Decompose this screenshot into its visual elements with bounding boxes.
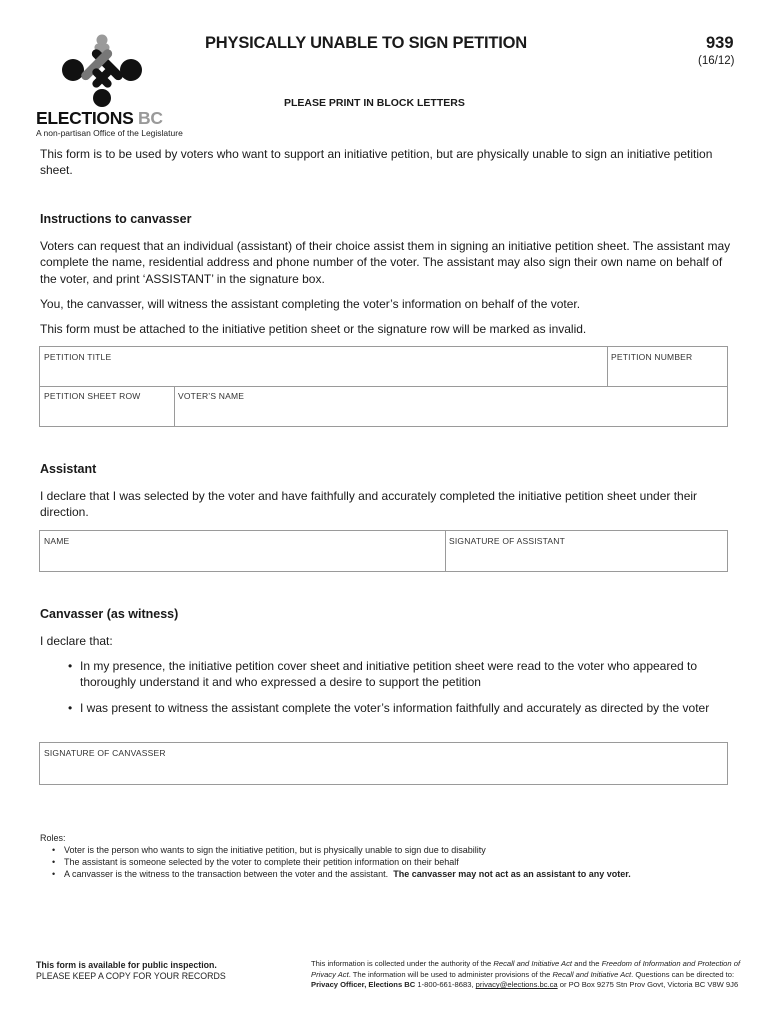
canvasser-heading: Canvasser (as witness) bbox=[40, 607, 179, 621]
intro-text: This form is to be used by voters who want to support an initiative petition, but are physically unable to sign an initiative petition sheet. bbox=[40, 147, 713, 178]
petition-sheet-row-label: PETITION SHEET ROW bbox=[44, 391, 141, 401]
canvasser-signature-label: SIGNATURE OF CANVASSER bbox=[44, 748, 166, 758]
canvasser-signature-field[interactable] bbox=[40, 743, 727, 784]
elections-bc-emblem-icon bbox=[60, 34, 144, 108]
roles-heading: Roles: bbox=[40, 833, 66, 843]
role-item: • Voter is the person who wants to sign the initiative petition, but is physically unable to sign due to disability bbox=[52, 845, 486, 855]
privacy-notice: This information is collected under the authority of the Recall and Initiative Act and the Freedom of Information and Protection of Privacy Act. The information will be used to administer provisions of the Recall and Initiative Act. Questions can be directed to: Privacy Officer, Elections BC 1-800-661-8683, privacy@elections.bc.ca or PO Box 9275 Stn Prov Govt, Victoria BC V8W 9J6 bbox=[311, 959, 741, 990]
form-title: PHYSICALLY UNABLE TO SIGN PETITION bbox=[205, 34, 528, 52]
petition-number-field[interactable] bbox=[607, 347, 727, 386]
assistant-signature-field[interactable] bbox=[445, 531, 727, 571]
instructions-heading: Instructions to canvasser bbox=[40, 212, 192, 226]
form-number: 939 bbox=[706, 34, 734, 52]
petition-title-field[interactable] bbox=[40, 347, 607, 386]
assistant-name-field[interactable] bbox=[40, 531, 445, 571]
print-note: PLEASE PRINT IN BLOCK LETTERS bbox=[284, 97, 465, 109]
canvasser-bullet: • I was present to witness the assistant complete the voter’s information faithfully and accurately as directed by the voter bbox=[68, 700, 738, 716]
canvasser-bullet: • In my presence, the initiative petition cover sheet and initiative petition sheet were read to the voter who appeared to thoroughly understand it and who expressed a desire to support the petition bbox=[68, 658, 738, 691]
petition-info-box bbox=[39, 346, 728, 427]
petition-number-label: PETITION NUMBER bbox=[611, 352, 693, 362]
privacy-email-link[interactable]: privacy@elections.bc.ca bbox=[475, 980, 558, 990]
petition-sheet-row-field[interactable] bbox=[40, 386, 174, 426]
instructions-paragraph: You, the canvasser, will witness the assistant completing the voter’s information on behalf of the voter. bbox=[40, 297, 581, 311]
roles-emphasis: The canvasser may not act as an assistant to any voter. bbox=[393, 869, 631, 879]
public-inspection-note: This form is available for public inspection. bbox=[36, 960, 217, 970]
role-item: • A canvasser is the witness to the transaction between the voter and the assistant. The canvasser may not act as an assistant to any voter. bbox=[52, 869, 631, 879]
role-item: • The assistant is someone selected by the voter to complete their petition information on their behalf bbox=[52, 857, 459, 867]
voters-name-field[interactable] bbox=[174, 386, 727, 426]
voters-name-label: VOTER’S NAME bbox=[178, 391, 245, 401]
form-version: (16/12) bbox=[698, 55, 735, 67]
keep-copy-note: PLEASE KEEP A COPY FOR YOUR RECORDS bbox=[36, 971, 226, 981]
canvasser-declare: I declare that: bbox=[40, 634, 113, 648]
assistant-signature-label: SIGNATURE OF ASSISTANT bbox=[449, 536, 566, 546]
assistant-name-label: NAME bbox=[44, 536, 70, 546]
instructions-paragraph: Voters can request that an individual (assistant) of their choice assist them in signing an initiative petition sheet. The assistant may complete the name, residential address and phone number of the voter. The assistant may also sign their own name on behalf of the voter, and print ‘ASSISTANT’ in the signature box. bbox=[40, 239, 731, 286]
assistant-declaration: I declare that I was selected by the voter and have faithfully and accurately completed the initiative petition sheet under their direction. bbox=[40, 489, 698, 520]
org-name: ELECTIONS BC bbox=[36, 108, 163, 128]
petition-title-label: PETITION TITLE bbox=[44, 352, 112, 362]
canvasser-box bbox=[39, 742, 728, 785]
instructions-paragraph: This form must be attached to the initiative petition sheet or the signature row will be marked as invalid. bbox=[40, 322, 587, 336]
org-tagline: A non-partisan Office of the Legislature bbox=[36, 128, 183, 138]
assistant-heading: Assistant bbox=[40, 462, 97, 476]
assistant-box bbox=[39, 530, 728, 572]
elections-bc-logo bbox=[34, 34, 183, 138]
